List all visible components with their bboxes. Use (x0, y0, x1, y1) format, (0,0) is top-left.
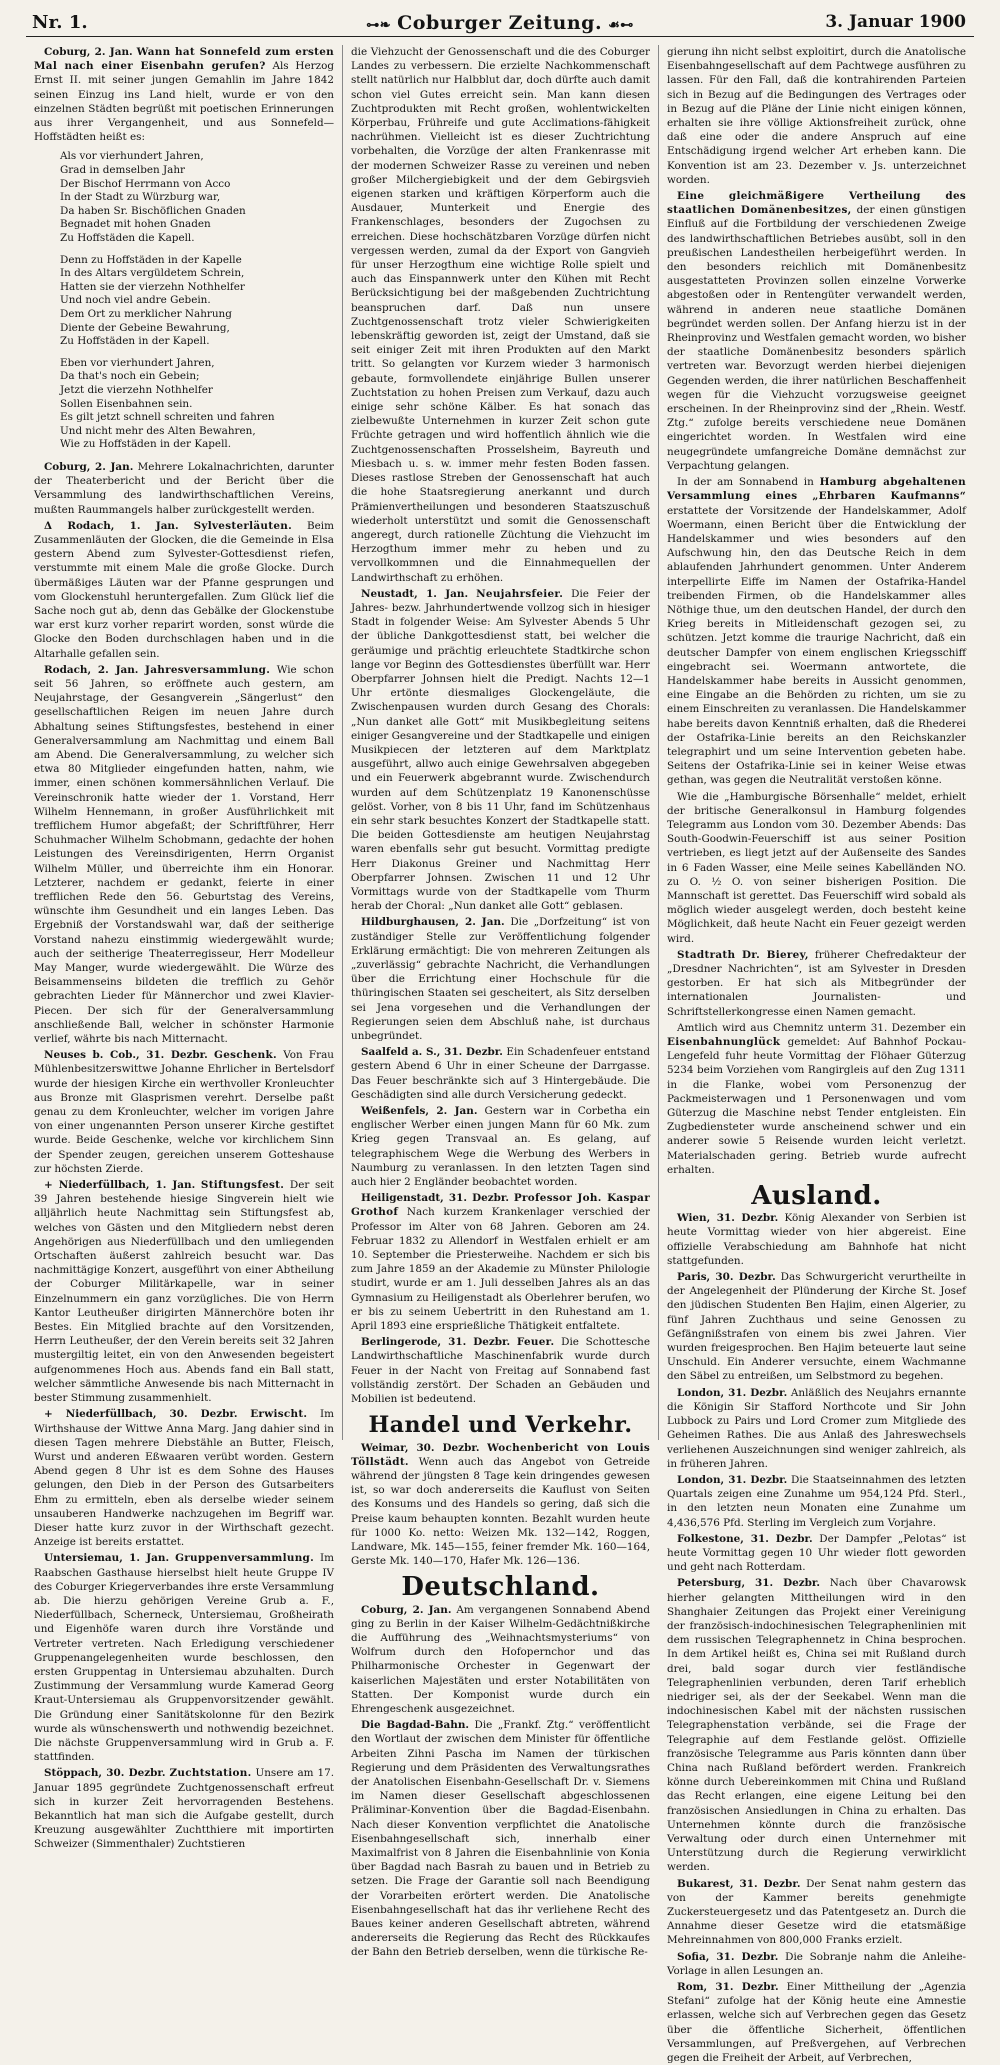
section-handel-und-verkehr: Handel und Verkehr. (368, 1412, 633, 1439)
poem-stanza-3: Eben vor vierhundert Jahren, Da that's noch ein Gebein; Jetzt die vierzehn Nothhelfer Sollen Eisenbahnen sein. Es gilt jetzt schnell schreiten und fahren Und nicht mehr des Alten Bewahren, Wie zu Hoffstäden in der Kapell. (60, 356, 275, 451)
article-stoeppach: Stöppach, 30. Dezbr. Zuchtstation. Unsere am 17. Januar 1895 gegründete Zuchtgenossenschaft erfreut sich in kurzer Zeit hervorragenden Bestehens. Bekanntlich hat man sich die Aufgabe gestellt, durch Kreuzung ausgewählter Zuchtthiere mit importirten Schweizer (Simmenthaler) Zuchtstieren (34, 1767, 334, 1851)
article-sofia: Sofia, 31. Dezbr. Die Sobranje nahm die Anleihe-Vorlage in allen Lesungen an. (667, 1950, 966, 1977)
article-petersburg: Petersburg, 31. Dezbr. Nach über Chavarowsk hierher gelangten Mittheilungen wird in den Shanghaier Zeitungen das Projekt einer Vereinigung der französisch-indochinesischen Telegraphenlinien mit dem russischen Telegraphennetz in China besprochen. In dem Artikel heißt es, China sei mit Rußland durch drei, bald sogar durch vier festländische Telegraphenlinien verbunden, deren Tarif erheblich niedriger sei, als der der Seekabel. Wenn man die indochinesischen Kabel mit der nächsten russischen Telegraphenstation verbände, sei die Frage der Telegraphie auf dem Festlande gelöst. Offizielle französische Telegramme aus Paris könnten dann über China nach Rußland befördert werden. Frankreich könne durch Uebereinkommen mit China und Rußland das Recht erlangen, eine eigene Leitung bei den französischen Ansiedlungen in China zu erhalten. Das Unternehmen könnte durch die französische Verwaltung oder durch einen Unternehmer mit Unterstützung durch die Regierung verwirklicht werden. (667, 1577, 966, 1874)
article-hildburghausen: Hildburghausen, 2. Jan. Die „Dorfzeitung“ ist von zuständiger Stelle zur Veröffentlichung folgender Erklärung ermächtigt: Die von mehreren Zeitungen als „zuverlässig“ gebrachte Nachricht, die Verhandlungen über die Errichtung einer Hochschule für die thüringischen Staaten sei gescheitert, als Sitz derselben sei Jena vorgesehen und die Verhandlungen der Regierungen seien dem Abschluß nahe, ist durchaus unbegründet. (351, 916, 650, 1043)
ornament-right-icon: ☙⊷ (608, 18, 634, 33)
article-neustadt: Neustadt, 1. Jan. Neujahrsfeier. Die Feier der Jahres- bezw. Jahrhundertwende vollzog sich in hiesiger Stadt in folgender Weise: Am Sylvester Abends 5 Uhr der übliche Dankgottesdienst statt, bei welcher die geräumige und prächtig erleuchtete Stadtkirche schon lange vor Beginn des Gottesdienstes überfüllt war. Herr Oberpfarrer Johnsen hielt die Predigt. Nachts 12—1 Uhr ertönte diesmaliges Glockengeläute, die Zwischenpausen wurden durch Gesang des Chorals: „Nun danket alle Gott“ mit Musikbegleitung seitens einiger Gesangvereine und der Stadtkapelle und einigen Musikpiecen der letzteren auf dem Marktplatz ausgeführt, allwo auch einige Gewehrsalven abgegeben und ein Feuerwerk abgebrannt wurde. Zwischendurch wurden auf dem Schützenplatz 19 Kanonenschüsse gelöst. Vorher, von 8 bis 11 Uhr, fand im Schützenhaus ein sehr stark besuchtes Konzert der Stadtkapelle statt. Die beiden Gottesdienste am heutigen Neujahrstag waren ebenfalls sehr gut besucht. Vormittag predigte Herr Diakonus Greiner und Nachmittag Herr Oberpfarrer Johnsen. Zwischen 11 und 12 Uhr Vormittags wurde von der Stadtkapelle vom Thurm herab der Choral: „Nun danket alle Gott“ geblasen. (351, 587, 650, 913)
article-weissenfels: Weißenfels, 2. Jan. Gestern war in Corbetha ein englischer Werber einen jungen Mann für 60 Mk. zum Krieg gegen Transvaal an. Es gelang, auf telegraphischem Wege die Werbung des Werbers in Naumburg zu veranlassen. In den letzten Tagen sind auch hier 2 Engländer beobachtet worden. (351, 1105, 650, 1189)
article-coburg-lokal: Coburg, 2. Jan. Mehrere Lokalnachrichten, darunter der Theaterbericht und der Bericht über die Versammlung des landwirthschaftlichen Vereins, mußten Raummangels halber zurückgestellt werden. (34, 460, 334, 516)
article-rom: Rom, 31. Dezbr. Einer Mittheilung der „Agenzia Stefani“ zufolge hat der König heute eine Amnestie erlassen, welche sich auf Verbrechen gegen das Gesetz über die öffentliche Sicherheit, öffentlichen Versammlungen, auf Preßvergehen, auf Verbrechen gegen die Freiheit der Arbeit, auf Verbrechen, (667, 1981, 966, 2065)
poem-stanza-2: Denn zu Hoffstäden in der Kapelle In des Altars vergüldetem Schrein, Hatten sie der vierzehn Nothhelfer Und noch viel andre Gebein. Dem Ort zu merklicher Nahrung Diente der Gebeine Bewahrung, Zu Hoffstäden in der Kapell. (60, 253, 245, 348)
article-berlingerode: Berlingerode, 31. Dezbr. Feuer. Die Schottesche Landwirthschaftliche Maschinenfabrik wurde durch Feuer in der Nacht von Freitag auf Sonnabend fast vollständig zerstört. Der Schaden an Gebäuden und Mobilien ist bedeutend. (351, 1336, 650, 1406)
article-bagdad-bahn: Die Bagdad-Bahn. Die „Frankf. Ztg.“ veröffentlicht den Wortlaut der zwischen dem Minister für öffentliche Arbeiten Zihni Pascha im Namen der türkischen Regierung und dem Präsidenten des Verwaltungsrathes der Anatolischen Eisenbahn-Gesellschaft Dr. v. Siemens im Namen dieser Gesellschaft abgeschlossenen Präliminar-Konvention über die Bagdad-Eisenbahn. Nach dieser Konvention verpflichtet die Anatolische Eisenbahngesellschaft sich, innerhalb einer Maximalfrist von 8 Jahren die Eisenbahnlinie von Konia über Bagdad nach Basrah zu bauen und in Betrieb zu setzen. Die Frage der Garantie soll nach Beendigung der Vorarbeiten erörtert werden. Die Anatolische Eisenbahngesellschaft hat das ihr verliehene Recht des Baues keiner anderen Gesellschaft abtreten, während andererseits die Regierung das Recht des Rückkaufes der Bahn den Betrieb derselben, wenn die türkische Re- (351, 1719, 650, 1959)
article-eisenbahnunglueck: Amtlich wird aus Chemnitz unterm 31. Dezember ein Eisenbahnunglück gemeldet: Auf Bahnhof Pockau-Lengefeld fuhr heute Vormittag der Flöhaer Güterzug 5234 beim Vorziehen vom Rangirgleis auf den Zug 1311 in die Flanke, wobei vom Personenzug der Packmeisterwagen und 1 Personenwagen und vom Güterzug die Maschine nebst Tender entgleisten. Ein Zugbediensteter wurde anscheinend schwer und ein anderer sowie 5 Reisende wurden leicht verletzt. Materialschaden gering. Betrieb wurde aufrecht erhalten. (667, 1021, 966, 1176)
masthead (26, 10, 974, 37)
article-folkestone: Folkestone, 31. Dezbr. Der Dampfer „Pelotas“ ist heute Vormittag gegen 10 Uhr wieder flott geworden und geht nach Rotterdam. (667, 1532, 966, 1574)
article-feuerschiff: Wie die „Hamburgische Börsenhalle“ meldet, erhielt der britische Generalkonsul in Hamburg folgendes Telegramm aus London vom 30. Dezember Abends: Das South-Goodwin-Feuerschiff ist aus seiner Position vertrieben, es liegt jetzt auf der Außenseite des Sandes in 6 Faden Wasser, eine Meile seines Kabelländen NO. zu O. ½ O. von seiner bisherigen Position. Die Mannschaft ist gerettet. Das Feuerschiff wird sobald als möglich wieder ausgelegt werden, doch besteht keine Möglichkeit, daß heute Nacht ein Feuer gezeigt werden wird. (667, 790, 966, 945)
article-niederfuellbach-erwischt: + Niederfüllbach, 30. Dezbr. Erwischt. Im Wirthshause der Wittwe Anna Marg. Jang dahier sind in diesen Tagen mehrere Diebstähle an Butter, Fleisch, Wurst und anderen Eßwaaren verübt worden. Gestern Abend gegen 8 Uhr ist es dem Sohne des Hauses gelungen, den Dieb in der Person des Gutsarbeiters Ehm zu ermitteln, eben als derselbe wieder seinem unsauberen Handwerke nachzugehen im Begriff war. Dieser hatte kurz zuvor in der Wirthschaft gezecht. Anzeige ist bereits erstattet. (34, 1408, 334, 1549)
article-stoeppach-continued: die Viehzucht der Genossenschaft und die des Coburger Landes zu verbessern. Die erzielte Nachkommenschaft stellt natürlich nur Halbblut dar, doch dürfte auch damit schon viel Gutes erreicht sein. Man kann diesen Zuchtprodukten mit Recht großen, wohlentwickelten Körperbau, Frühreife und gute Acclimations-fähigkeit nachrühmen. Vielleicht ist es dieser Zuchtrichtung vorbehalten, die Vorzüge der alten Frankenrasse mit der modernen Schweizer Rasse zu vereinen und neben großer Milchergiebigkeit und der dem Gebirgsvieh eigenen starken und kräftigen Körperform auch die Ausdauer, Munterkeit und Energie des Frankenschlages, besonders der Zugochsen zu erreichen. Diese hochschätzbaren Vorzüge dürfen nicht vergessen werden, zumal da der Export von Gangvieh für unser Herzogthum eine wichtige Rolle spielt und auch das Einspannwerk unter den Kühen mit Recht Berücksichtigung bei der maßgebenden Zuchtrichtung beanspruchen darf. Daß nun unsere Zuchtgenossenschaft trotz vieler Schwierigkeiten lebenskräftig geworden ist, zeigt der Umstand, daß sie seit einiger Zeit mit ihren Produkten auf den Markt tritt. So gelangten vor Kurzem wieder 3 harmonisch gebaute, formvollendete einjährige Bullen unserer Zuchtstation zu hohen Preisen zum Verkauf, dazu auch einige sehr schöne Kälber. Es hat sonach das zielbewußte Unternehmen in kurzer Zeit schon gute Früchte getragen und wird hoffentlich ähnlich wie die Zuchtgenossenschaften Prosselsheim, Bayreuth und Miesbach u. s. w. immer mehr festen Boden fassen. Dieses rastlose Streben der Genossenschaft hat auch die hohe Staatsregierung anerkannt und durch Prämienvertheilungen und besonderen Staatszuschuß wiederholt unterstützt und somit die Genossenschaft angeregt, durch rationelle Züchtung die Viehzucht im Herzogthum immer mehr zu heben und zu vervollkommnen und die Einnahmequellen der Landwirthschaft zu erhöhen. (351, 46, 650, 584)
article-saalfeld: Saalfeld a. S., 31. Dezbr. Ein Schadenfeuer entstand gestern Abend 6 Uhr in einer Scheune der Darrgasse. Das Feuer beschränkte sich auf 3 Hintergebäude. Die Geschädigten sind alle durch Versicherung gedeckt. (351, 1046, 651, 1101)
article-neuses: Neuses b. Cob., 31. Dezbr. Geschenk. Von Frau Mühlenbesitzerswittwe Johanne Ehrlicher in Bertelsdorf wurde der hiesigen Kirche ein werthvoller Kronleuchter aus Bronze mit Glasprismen verehrt. Derselbe paßt genau zu dem Kronleuchter, welcher im vorigen Jahre von einer ungenannten Person unserer Kirche gestiftet wurde. Beide Geschenke, welche vor kirchlichem Sinn der Spender zeugen, gereichen unserem Gotteshause zur höchsten Zierde. (34, 1049, 334, 1175)
poem (60, 150, 334, 451)
article-niederfuellbach-stiftungsfest: + Niederfüllbach, 1. Jan. Stiftungsfest. Der seit 39 Jahren bestehende hiesige Singverein hielt wie alljährlich heute Nachmittag sein Stiftungsfest ab, welches von Gästen und den Mitgliedern nebst deren Angehörigen aus Niederfüllbach und den umliegenden Ortschaften äußerst zahlreich besucht war. Das nachmittägige Konzert, ausgeführt von einer Abtheilung der Coburger Militärkapelle, war in seiner Einzelnummern ein ganz vorzügliches. Die von Herrn Kantor Leutheußer dirigirten Männerchöre boten ihr Bestes. Ein Mitglied brachte auf den Vorsitzenden, Herrn Leutheußer, der den Verein bereits seit 32 Jahren mustergiltig leitet, ein von den Anwesenden begeistert aufgenommenes Hoch aus. Abends fand ein Ball statt, welcher sämmtliche Anwesende bis nach Mitternacht in bester Stimmung zusammenhielt. (34, 1179, 334, 1405)
article-sonnefeld: Coburg, 2. Jan. Wann hat Sonnefeld zum ersten Mal nach einer Eisenbahn gerufen? Als Herzog Ernst II. mit seiner jungen Gemahlin im Jahre 1842 seinen Einzug ins Land hielt, wurde er von den einzelnen Städten begrüßt mit poetischen Erinnerungen aus ihrer Vergangenheit, und aus Sonnefeld—Hoffstädten heißt es: (34, 46, 334, 144)
column-3 (658, 45, 974, 2065)
article-domaenenbesitz: Eine gleichmäßigere Vertheilung des staatlichen Domänenbesitzes, der einen günstigen Einfluß auf die Fortbildung der verschiedenen Zweige des landwirthschaftlichen Betriebes ausübt, soll in den preußischen Landestheilen herbeigeführt werden. In den besonders reichlich mit Domänenbesitz ausgestatteten Provinzen sollen einzelne Vorwerke abgestoßen oder in Rentengüter verwandelt werden, während in anderen neue staatliche Domänen begründet werden sollen. Der Anfang hierzu ist in der Rheinprovinz und Westfalen gemacht worden, wo bisher der staatliche Domänenbesitz besonders spärlich vertreten war. Bevorzugt werden hierbei diejenigen Gegenden werden, die ihrer natürlichen Beschaffenheit wegen für die Viehzucht vorzugsweise geeignet erscheinen. In der Rheinprovinz sind der „Rhein. Westf. Ztg.“ zufolge bereits verschiedene neue Domänen eingerichtet worden. In Westfalen wird eine neugegründete umfangreiche Domäne demnächst zur Verpachtung gelangen. (667, 190, 966, 472)
title-text: Coburger Zeitung. (397, 12, 603, 34)
article-coburg-weihnachtsmysterium: Coburg, 2. Jan. Am vergangenen Sonnabend Abend ging zu Berlin in der Kaiser Wilhelm-Gedächtnißkirche die Aufführung des „Weihnachtsmysteriums“ von Wolfrum durch den Hofopernchor und das Philharmonische Orchester in Gegenwart der kaiserlichen Majestäten und erster Notabilitäten von Statten. Der Komponist wurde durch ein Ehrengeschenk ausgezeichnet. (351, 1603, 651, 1715)
section-deutschland: Deutschland. (401, 1572, 600, 1603)
article-paris: Paris, 30. Dezbr. Das Schwurgericht verurtheilte in der Angelegenheit der Plünderung der Kirche St. Josef den jüdischen Studenten Ben Hajim, einen Algerier, zu fünf Jahren Zuchthaus und seine Genossen zu Gefängnißstrafen von einem bis zwei Jahren. Vier wurden freigesprochen. Ben Hajim beteuerte laut seine Unschuld. Ein Anderer versuchte, einem Wachmanne den Säbel zu entreißen, um Selbstmord zu begehen. (667, 1271, 966, 1383)
column-1 (26, 45, 342, 1851)
article-bukarest: Bukarest, 31. Dezbr. Der Senat nahm gestern das von der Kammer bereits genehmigte Zuckersteuergesetz und das Patentgesetz an. Durch die Annahme dieser Gesetze wird die etatsmäßige Mehreinnahmen von 800,000 Franks erzielt. (667, 1877, 966, 1947)
poem-stanza-1: Als vor vierhundert Jahren, Grad in demselben Jahr Der Bischof Herrmann von Acco In der Stadt zu Würzburg war, Da haben Sr. Bischöflichen Gnaden Begnadet mit hohen Gnaden Zu Hoffstäden die Kapell. (60, 150, 246, 244)
article-bierey: Stadtrath Dr. Bierey, früherer Chefredakteur der „Dresdner Nachrichten“, ist am Sylvester in Dresden gestorben. Er hat sich als Mitbegründer der internationalen Journalisten- und Schriftstellerkongresse einen Namen gemacht. (667, 948, 966, 1018)
column-2 (342, 45, 658, 1959)
article-rodach-sylvester: Δ Rodach, 1. Jan. Sylvesterläuten. Beim Zusammenläuten der Glocken, die die Gemeinde in Elsa gestern Abend zum Sylvester-Gottesdienst riefen, verstummte mit einem Male die große Glocke. Durch übermäßiges Läuten war der Pfanne gesprungen und vom Glockenstuhl heruntergefallen. Zum Glück lief die Sache noch gut ab, denn das Gebälke der Glockenstube war erst kurz vorher reparirt worden, sonst würde die Glocke den Boden durchschlagen haben und in die Altarhalle gefallen sein. (34, 519, 334, 660)
article-rodach-jahresversammlung: Rodach, 2. Jan. Jahresversammlung. Wie schon seit 56 Jahren, so eröffnete auch gestern, am Neujahrstage, der Gesangverein „Sängerlust“ den gesellschaftlichen Reigen im neuen Jahre durch Abhaltung seines Stiftungsfestes, bestehend in einer Generalversammlung am Nachmittag und einem Ball am Abend. Die Generalversammlung, zu welcher sich etwa 80 Mitglieder eingefunden hatten, nahm, wie immer, einen schönen kommersähnlichen Verlauf. Die Vereinschronik hatte wieder der 1. Vorstand, Herr Wilhelm Hennemann, in großer Ausführlichkeit mit trefflichem Humor abgefaßt; der Schriftführer, Herr Schuhmacher Wilhelm Schobmann, gedachte der hohen Leistungen des Vereinsdirigenten, Herrn Organist Wilhelm Müller, und überreichte ihm ein Honorar. Letzterer, nachdem er gedankt, feierte in einer trefflichen Rede den 56. Geburtstag des Vereins, wünschte ihm Gesundheit und ein langes Leben. Das Ergebniß der Vorstandswahl war, daß der seitherige Vorstand nahezu einstimmig wiedergewählt wurde; auch der seitherige Theaterregisseur, Herr Modelleur May Manger, wurde wiedergewählt. Die Würze des Beisammenseins bildeten die trefflich zu Gehör gebrachten Lieder für Männerchor und zwei Klavier-Piecen. Der sich für der Generalversammlung anschließende Ball, welcher in schönster Harmonie verlief, währte bis nach Mitternacht. (34, 663, 334, 1046)
article-untersiemau: Untersiemau, 1. Jan. Gruppenversammlung. Im Raabschen Gasthause hierselbst hielt heute Gruppe IV des Coburger Kriegerverbandes ihre erste Versammlung ab. Die hierzu gehörigen Vereine Grub a. F., Niederfüllbach, Scherneck, Untersiemau, Großheirath und Eigenhöfe waren durch ihre Vorstände und Vertreter vertreten. Nach Erledigung verschiedener Gruppenangelegenheiten wurde beschlossen, den ersten Gruppentag in Untersiemau abzuhalten. Durch Zustimmung der Versammlung wurde Kamerad Georg Kraut-Untersiemau als Gruppenvorsitzender gewählt. Die Gründung einer Sanitätskolonne für den Bezirk wurde als wünschenswerth und nothwendig bezeichnet. Die nächste Gruppenversammlung wird in Grub a. F. stattfinden. (34, 1552, 334, 1764)
article-hamburg: In der am Sonnabend in Hamburg abgehaltenen Versammlung eines „Ehrbaren Kaufmanns“ erstattete der Vorsitzende der Handelskammer, Adolf Woermann, einen Bericht über die Entwicklung der Handelskammer und wies besonders auf den Aufschwung hin, den das Deutsche Reich in dem ablaufenden Jahrhundert genommen. Unter Anderem interpellirte Eiffe im Namen der Ostafrika-Handel treibenden Firmen, ob die Handelskammer alles Nöthige thue, um den deutschen Handel, der durch den Krieg bereits in Mitleidenschaft gezogen sei, zu schützen. Jetzt komme die traurige Nachricht, daß ein deutscher Dampfer von einem englischen Kriegsschiff eingebracht sei. Woermann antwortete, die Handelskammer habe bereits in Aussicht genommen, eine Eingabe an die Behörden zu richten, um sie zu einem Einschreiten zu veranlassen. Die Handelskammer habe bereits davon Kenntniß erhalten, daß die Rhederei der Ostafrika-Linie bereits an den Reichskanzler telegraphirt und um seine Intervention gebeten habe. Seitens der Ostafrika-Linie sei in keiner Weise etwas gethan, was gegen die Neutralität verstoßen könne. (667, 476, 967, 787)
issue-number: Nr. 1. (32, 12, 88, 33)
article-london-1: London, 31. Dezbr. Anläßlich des Neujahrs ernannte die Königin Sir Stafford Northcote und Sir John Lubbock zu Pairs und Lord Cromer zum Mitgliede des Geheimen Rathes. Die aus Anlaß des Jahreswechsels verliehenen Auszeichnungen sind weniger zahlreich, als in früheren Jahren. (667, 1386, 966, 1470)
article-bagdad-continued: gierung ihn nicht selbst exploitirt, durch die Anatolische Eisenbahngesellschaft auf dem Pachtwege ausführen zu lassen. Für den Fall, daß die kontrahirenden Parteien sich in Bezug auf die Bedingungen des Vertrages oder in Bezug auf die Pläne der Linie nicht einigen können, erhalten sie ihre völlige Aktionsfreiheit zurück, ohne daß eine oder die andere Anspruch auf eine Entschädigung irgend welcher Art erheben kann. Die Konvention ist am 23. Dezember v. Js. unterzeichnet worden. (667, 46, 966, 186)
article-weimar: Weimar, 30. Dezbr. Wochenbericht von Louis Töllstädt. Wenn auch das Angebot von Getreide während der jüngsten 8 Tage kein dringendes gewesen ist, so war doch andererseits die Kauflust von Seiten des Konsums und des Handels so gering, daß sich die Preise kaum behaupten konnten. Bezahlt wurden heute für 1000 Ko. netto: Weizen Mk. 132—142, Roggen, Landware, Mk. 145—155, feiner fremder Mk. 160—164, Gerste Mk. 140—170, Hafer Mk. 126—136. (351, 1441, 651, 1568)
article-london-2: London, 31. Dezbr. Die Staatseinnahmen des letzten Quartals zeigen eine Zunahme um 954,124 Pfd. Sterl., in den letzten neun Monaten eine Zunahme um 4,436,576 Pfd. Sterling im Vergleich zum Vorjahre. (667, 1473, 966, 1529)
section-ausland: Ausland. (751, 1181, 882, 1212)
columns (26, 45, 974, 2065)
article-wien: Wien, 31. Dezbr. König Alexander von Serbien ist heute Vormittag wieder von hier abgereist. Eine offizielle Verabschiedung am Bahnhofe hat nicht stattgefunden. (667, 1212, 967, 1267)
issue-date: 3. Januar 1900 (825, 12, 966, 32)
article-heiligenstadt: Heiligenstadt, 31. Dezbr. Professor Joh. Kaspar Grothof Nach kurzem Krankenlager verschied der Professor im Alter von 68 Jahren. Geboren am 24. Februar 1832 zu Allendorf in Westfalen erhielt er am 10. September die Priesterweihe. Nachdem er sich bis zum Jahre 1859 an der Akademie zu Münster Philologie studirt, wurde er am 1. Juli desselben Jahres als an das Gymnasium zu Heiligenstadt als Oberlehrer berufen, wo er bis zu seinem Uebertritt in den Ruhestand am 1. April 1893 eine ersprießliche Thätigkeit entfaltete. (351, 1192, 650, 1333)
ornament-left-icon: ⊶❧ (366, 18, 392, 33)
